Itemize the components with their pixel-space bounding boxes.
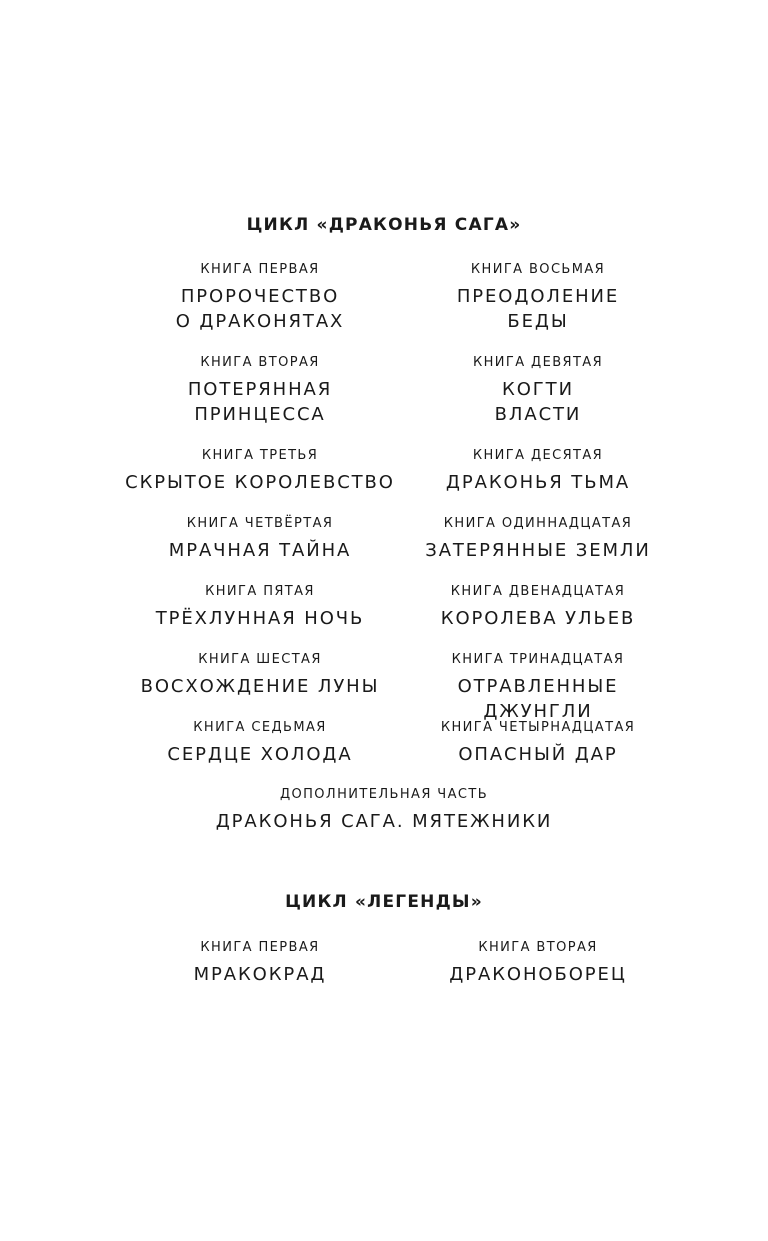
book-entry bbox=[400, 355, 676, 427]
book-entry bbox=[120, 720, 400, 767]
saga-cycle-title: ЦИКЛ «ДРАКОНЬЯ САГА» bbox=[246, 215, 522, 235]
book-entry bbox=[400, 516, 676, 563]
book-title: ОТРАВЛЕННЫЕ ДЖУНГЛИ bbox=[457, 676, 619, 722]
book-title: СКРЫТОЕ КОРОЛЕВСТВО bbox=[125, 472, 395, 493]
book-entry bbox=[120, 516, 400, 563]
book-entry bbox=[120, 940, 400, 987]
book-number-label: КНИГА ТРИНАДЦАТАЯ bbox=[451, 652, 625, 667]
book-number-label: КНИГА ВТОРАЯ bbox=[478, 940, 598, 955]
book-number-label: КНИГА ДЕСЯТАЯ bbox=[472, 448, 604, 463]
book-number-label: КНИГА ВОСЬМАЯ bbox=[470, 262, 606, 277]
book-title: ЗАТЕРЯННЫЕ ЗЕМЛИ bbox=[425, 540, 651, 561]
book-number-label: КНИГА СЕДЬМАЯ bbox=[193, 720, 327, 735]
book-title: ДРАКОНЬЯ ТЬМА bbox=[445, 472, 631, 493]
book-entry bbox=[400, 448, 676, 495]
book-title: ПРОРОЧЕСТВО О ДРАКОНЯТАХ bbox=[175, 286, 345, 332]
book-title: МРАКОКРАД bbox=[193, 964, 327, 985]
extra-part-title: ДРАКОНЬЯ САГА. МЯТЕЖНИКИ bbox=[215, 811, 553, 832]
book-title: ВОСХОЖДЕНИЕ ЛУНЫ bbox=[140, 676, 380, 697]
book-entry bbox=[400, 940, 676, 987]
book-number-label: КНИГА ШЕСТАЯ bbox=[198, 652, 322, 667]
book-title: КОРОЛЕВА УЛЬЕВ bbox=[440, 608, 636, 629]
book-entry bbox=[400, 584, 676, 631]
saga-extra-part bbox=[0, 787, 768, 834]
book-entry bbox=[120, 355, 400, 427]
book-number-label: КНИГА ЧЕТЫРНАДЦАТАЯ bbox=[440, 720, 636, 735]
book-number-label: КНИГА ПЯТАЯ bbox=[205, 584, 315, 599]
legends-cycle-title: ЦИКЛ «ЛЕГЕНДЫ» bbox=[285, 892, 483, 912]
book-entry bbox=[400, 262, 676, 334]
book-entry bbox=[400, 720, 676, 767]
book-number-label: КНИГА ДВЕНАДЦАТАЯ bbox=[450, 584, 626, 599]
book-number-label: КНИГА ПЕРВАЯ bbox=[200, 262, 320, 277]
book-entry bbox=[120, 448, 400, 495]
book-number-label: КНИГА ПЕРВАЯ bbox=[200, 940, 320, 955]
book-entry bbox=[400, 652, 676, 724]
book-title: ПРЕОДОЛЕНИЕ БЕДЫ bbox=[456, 286, 620, 332]
book-title: МРАЧНАЯ ТАЙНА bbox=[168, 540, 352, 561]
book-number-label: КНИГА ЧЕТВЁРТАЯ bbox=[186, 516, 334, 531]
book-number-label: КНИГА ТРЕТЬЯ bbox=[201, 448, 319, 463]
book-number-label: КНИГА ДЕВЯТАЯ bbox=[472, 355, 604, 370]
book-entry bbox=[120, 262, 400, 334]
book-number-label: КНИГА ВТОРАЯ bbox=[200, 355, 320, 370]
book-title: СЕРДЦЕ ХОЛОДА bbox=[167, 744, 353, 765]
book-title: ДРАКОНОБОРЕЦ bbox=[449, 964, 627, 985]
book-title: ТРЁХЛУННАЯ НОЧЬ bbox=[155, 608, 365, 629]
extra-part-label: ДОПОЛНИТЕЛЬНАЯ ЧАСТЬ bbox=[279, 787, 489, 802]
book-number-label: КНИГА ОДИННАДЦАТАЯ bbox=[443, 516, 633, 531]
book-title: КОГТИ ВЛАСТИ bbox=[494, 379, 582, 425]
book-title: ПОТЕРЯННАЯ ПРИНЦЕССА bbox=[187, 379, 333, 425]
book-title: ОПАСНЫЙ ДАР bbox=[458, 744, 618, 765]
book-entry bbox=[120, 584, 400, 631]
book-entry bbox=[120, 652, 400, 699]
